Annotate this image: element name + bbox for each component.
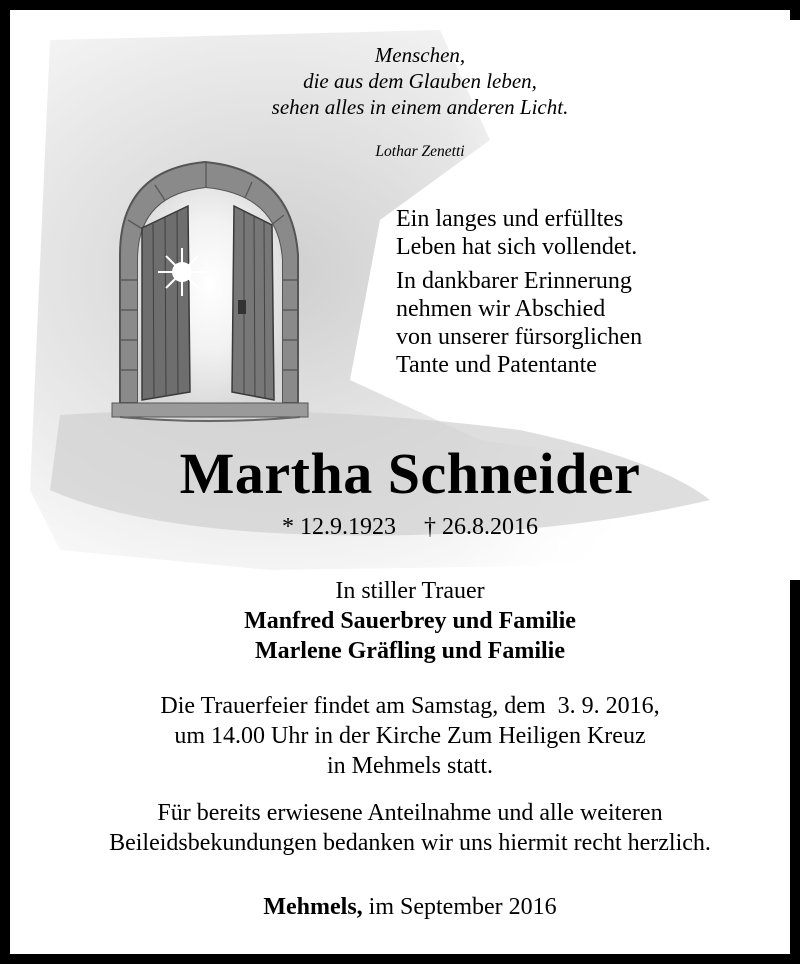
mourning-intro: In stiller Trauer: [335, 578, 485, 604]
thanks-line: Für bereits erwiesene Anteilnahme und alle weiteren: [157, 800, 663, 826]
message-line: In dankbarer Erinnerung: [396, 268, 632, 294]
message-line: von unserer fürsorglichen: [396, 324, 643, 350]
thanks-note: [10, 798, 800, 858]
message-line: Leben hat sich vollendet.: [396, 234, 638, 260]
closing-line: [10, 892, 800, 922]
service-line: in Mehmels statt.: [327, 753, 493, 779]
quote-line: die aus dem Glauben leben,: [303, 69, 537, 93]
birth-date: * 12.9.1923: [282, 514, 396, 540]
family-name: Marlene Gräfling und Familie: [255, 638, 565, 664]
death-date: † 26.8.2016: [424, 514, 538, 540]
farewell-message: [396, 205, 776, 379]
mourners-block: [10, 576, 800, 666]
service-info: [10, 691, 800, 781]
quote-author: Lothar Zenetti: [375, 143, 465, 160]
service-line: um 14.00 Uhr in der Kirche Zum Heiligen Kreuz: [174, 723, 646, 749]
deceased-name: Martha Schneider: [179, 441, 641, 506]
farewell-paragraph: [396, 267, 776, 379]
thanks-line: Beileidsbekundungen bedanken wir uns hiermit recht herzlich.: [109, 830, 711, 856]
quote-line: sehen alles in einem anderen Licht.: [271, 95, 569, 119]
family-name: Manfred Sauerbrey und Familie: [244, 608, 576, 634]
message-line: Tante und Patentante: [396, 352, 597, 378]
closing-date: im September 2016: [368, 894, 557, 920]
quote-line: Menschen,: [374, 43, 466, 67]
message-line: nehmen wir Abschied: [396, 296, 606, 322]
closing-place: Mehmels,: [263, 894, 363, 920]
life-dates: [10, 512, 800, 542]
quote-text: [210, 42, 630, 120]
farewell-paragraph: [396, 205, 776, 261]
service-line: Die Trauerfeier findet am Samstag, dem 3. 9. 2016,: [160, 693, 660, 719]
message-line: Ein langes und erfülltes: [396, 206, 624, 232]
